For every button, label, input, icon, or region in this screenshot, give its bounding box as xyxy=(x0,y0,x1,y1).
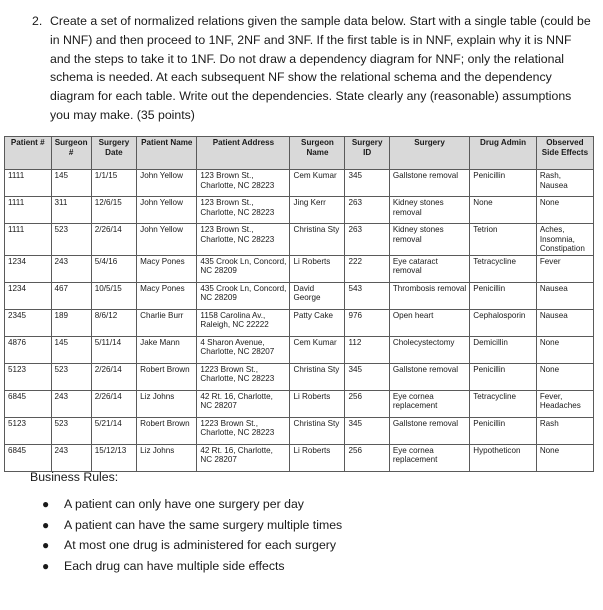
cell-drug-admin: Penicillin xyxy=(470,363,537,390)
cell-surgery-date: 2/26/14 xyxy=(91,390,136,417)
cell-patient-name: Macy Pones xyxy=(137,282,197,309)
header-surgery: Surgery xyxy=(389,137,469,170)
bullet-icon: ● xyxy=(42,497,50,511)
table-row xyxy=(5,170,594,197)
cell-surgery: Gallstone removal xyxy=(389,417,469,444)
rule-item xyxy=(42,515,343,536)
cell-surgery-date: 1/1/15 xyxy=(91,170,136,197)
cell-side-effects: Fever xyxy=(536,255,593,282)
cell-surgery-id: 345 xyxy=(345,363,389,390)
cell-patient-name: Macy Pones xyxy=(137,255,197,282)
table-row xyxy=(5,390,594,417)
table-row xyxy=(5,309,594,336)
cell-surgery-id: 263 xyxy=(345,224,389,256)
table-row xyxy=(5,336,594,363)
cell-surgery-id: 263 xyxy=(345,197,389,224)
cell-side-effects: Rash, Nausea xyxy=(536,170,593,197)
cell-drug-admin: Tetrion xyxy=(470,224,537,256)
cell-surgery-id: 543 xyxy=(345,282,389,309)
cell-drug-admin: Penicillin xyxy=(470,417,537,444)
cell-patient-address: 1223 Brown St., Charlotte, NC 28223 xyxy=(197,417,290,444)
cell-patient-num: 1234 xyxy=(5,255,52,282)
cell-surgeon-name: Jing Kerr xyxy=(290,197,345,224)
cell-patient-name: John Yellow xyxy=(137,224,197,256)
cell-surgery-id: 222 xyxy=(345,255,389,282)
cell-patient-address: 123 Brown St., Charlotte, NC 28223 xyxy=(197,197,290,224)
cell-patient-num: 5123 xyxy=(5,363,52,390)
cell-patient-address: 42 Rt. 16, Charlotte, NC 28207 xyxy=(197,390,290,417)
cell-surgeon-name: Christina Sty xyxy=(290,224,345,256)
cell-surgeon-name: Li Roberts xyxy=(290,255,345,282)
cell-side-effects: Nausea xyxy=(536,282,593,309)
bullet-icon: ● xyxy=(42,538,50,552)
header-surgeon-num: Surgeon # xyxy=(51,137,91,170)
cell-side-effects: None xyxy=(536,444,593,471)
cell-surgery-date: 5/21/14 xyxy=(91,417,136,444)
cell-side-effects: None xyxy=(536,363,593,390)
cell-surgery-id: 256 xyxy=(345,444,389,471)
cell-drug-admin: Tetracycline xyxy=(470,390,537,417)
table-header-row xyxy=(5,137,594,170)
cell-patient-name: Jake Mann xyxy=(137,336,197,363)
header-surgery-id: Surgery ID xyxy=(345,137,389,170)
table-row xyxy=(5,363,594,390)
cell-drug-admin: Hypotheticon xyxy=(470,444,537,471)
cell-patient-address: 1223 Brown St., Charlotte, NC 28223 xyxy=(197,363,290,390)
cell-surgeon-name: Li Roberts xyxy=(290,444,345,471)
cell-side-effects: Nausea xyxy=(536,309,593,336)
cell-surgeon-num: 189 xyxy=(51,309,91,336)
cell-surgeon-num: 467 xyxy=(51,282,91,309)
cell-patient-num: 5123 xyxy=(5,417,52,444)
cell-patient-name: Robert Brown xyxy=(137,417,197,444)
cell-patient-num: 4876 xyxy=(5,336,52,363)
table-row xyxy=(5,255,594,282)
cell-surgeon-num: 243 xyxy=(51,444,91,471)
cell-surgery: Eye cornea replacement xyxy=(389,390,469,417)
rule-text: At most one drug is administered for each surgery xyxy=(64,538,337,552)
rule-item xyxy=(42,556,342,577)
cell-surgeon-num: 523 xyxy=(51,224,91,256)
table-row xyxy=(5,197,594,224)
header-side-effects: Observed Side Effects xyxy=(536,137,593,170)
cell-surgery-id: 256 xyxy=(345,390,389,417)
cell-patient-name: Liz Johns xyxy=(137,390,197,417)
cell-surgery: Eye cornea replacement xyxy=(389,444,469,471)
table-row xyxy=(5,224,594,256)
cell-surgeon-num: 523 xyxy=(51,417,91,444)
cell-surgery: Thrombosis removal xyxy=(389,282,469,309)
cell-side-effects: Fever, Headaches xyxy=(536,390,593,417)
cell-side-effects: Aches, Insomnia, Constipation xyxy=(536,224,593,256)
cell-patient-address: 1158 Carolina Av., Raleigh, NC 22222 xyxy=(197,309,290,336)
cell-surgery: Open heart xyxy=(389,309,469,336)
cell-side-effects: None xyxy=(536,336,593,363)
cell-surgeon-name: Patty Cake xyxy=(290,309,345,336)
rule-text: A patient can only have one surgery per day xyxy=(64,497,304,511)
cell-surgery: Eye cataract removal xyxy=(389,255,469,282)
cell-surgeon-num: 243 xyxy=(51,390,91,417)
cell-surgeon-num: 145 xyxy=(51,336,91,363)
cell-surgeon-name: Cem Kumar xyxy=(290,170,345,197)
cell-patient-address: 4 Sharon Avenue, Charlotte, NC 28207 xyxy=(197,336,290,363)
table-row xyxy=(5,417,594,444)
cell-surgery-id: 112 xyxy=(345,336,389,363)
question-number: 2. xyxy=(32,14,43,28)
cell-surgery-date: 5/11/14 xyxy=(91,336,136,363)
header-patient-address: Patient Address xyxy=(197,137,290,170)
header-surgery-date: Surgery Date xyxy=(91,137,136,170)
cell-surgeon-name: Li Roberts xyxy=(290,390,345,417)
cell-surgery-id: 976 xyxy=(345,309,389,336)
cell-surgery: Gallstone removal xyxy=(389,363,469,390)
cell-surgeon-name: Christina Sty xyxy=(290,417,345,444)
cell-surgery-date: 10/5/15 xyxy=(91,282,136,309)
cell-surgery: Cholecystectomy xyxy=(389,336,469,363)
bullet-icon: ● xyxy=(42,558,50,573)
header-patient-num: Patient # xyxy=(5,137,52,170)
business-rules xyxy=(30,470,342,576)
cell-patient-num: 6845 xyxy=(5,444,52,471)
cell-drug-admin: Penicillin xyxy=(470,282,537,309)
header-surgeon-name: Surgeon Name xyxy=(290,137,345,170)
bullet-icon: ● xyxy=(42,517,50,532)
cell-surgery: Gallstone removal xyxy=(389,170,469,197)
cell-side-effects: None xyxy=(536,197,593,224)
cell-surgery-date: 12/6/15 xyxy=(91,197,136,224)
cell-drug-admin: None xyxy=(470,197,537,224)
header-patient-name: Patient Name xyxy=(137,137,197,170)
business-rules-list xyxy=(30,494,342,576)
cell-drug-admin: Tetracycline xyxy=(470,255,537,282)
cell-patient-name: John Yellow xyxy=(137,170,197,197)
cell-patient-num: 1111 xyxy=(5,224,52,256)
cell-patient-name: John Yellow xyxy=(137,197,197,224)
cell-surgeon-name: David George xyxy=(290,282,345,309)
cell-surgery-date: 5/4/16 xyxy=(91,255,136,282)
cell-surgery-date: 2/26/14 xyxy=(91,224,136,256)
cell-surgery: Kidney stones removal xyxy=(389,224,469,256)
header-drug-admin: Drug Admin xyxy=(470,137,537,170)
cell-surgery-id: 345 xyxy=(345,417,389,444)
table-row xyxy=(5,282,594,309)
cell-patient-num: 1111 xyxy=(5,197,52,224)
cell-patient-address: 42 Rt. 16, Charlotte, NC 28207 xyxy=(197,444,290,471)
cell-surgery-date: 2/26/14 xyxy=(91,363,136,390)
cell-patient-name: Robert Brown xyxy=(137,363,197,390)
cell-drug-admin: Cephalosporin xyxy=(470,309,537,336)
cell-surgeon-name: Cem Kumar xyxy=(290,336,345,363)
cell-patient-num: 1234 xyxy=(5,282,52,309)
question xyxy=(26,12,592,125)
rule-text: Each drug can have multiple side effects xyxy=(64,558,285,573)
cell-patient-address: 435 Crook Ln, Concord, NC 28209 xyxy=(197,282,290,309)
cell-surgeon-num: 145 xyxy=(51,170,91,197)
cell-surgery-id: 345 xyxy=(345,170,389,197)
cell-patient-num: 2345 xyxy=(5,309,52,336)
cell-side-effects: Rash xyxy=(536,417,593,444)
business-rules-title: Business Rules: xyxy=(30,470,119,484)
sample-data-table xyxy=(4,136,594,472)
cell-surgeon-num: 311 xyxy=(51,197,91,224)
cell-surgery: Kidney stones removal xyxy=(389,197,469,224)
cell-patient-address: 435 Crook Ln, Concord, NC 28209 xyxy=(197,255,290,282)
table-row xyxy=(5,444,594,471)
cell-surgeon-num: 523 xyxy=(51,363,91,390)
cell-patient-name: Liz Johns xyxy=(137,444,197,471)
cell-surgery-date: 15/12/13 xyxy=(91,444,136,471)
rule-item xyxy=(42,494,342,515)
cell-drug-admin: Demicillin xyxy=(470,336,537,363)
question-text: Create a set of normalized relations given the sample data below. Start with a single table (could be in NNF) and then proceed to 1NF, 2NF and 3NF. If the first table is in NNF, explain why it is NNF and the steps to take it to 1NF. Do not draw a dependency diagram for NNF; only the relational schema is needed. At each subsequent NF show the relational schema and the dependency diagram for each table. Write out the dependencies. State clearly any (reasonable) assumptions you may make. (35 points) xyxy=(50,14,591,122)
rule-text: A patient can have the same surgery multiple times xyxy=(64,517,343,532)
cell-patient-num: 6845 xyxy=(5,390,52,417)
cell-patient-address: 123 Brown St., Charlotte, NC 28223 xyxy=(197,170,290,197)
cell-patient-name: Charlie Burr xyxy=(137,309,197,336)
cell-surgeon-name: Christina Sty xyxy=(290,363,345,390)
cell-patient-address: 123 Brown St., Charlotte, NC 28223 xyxy=(197,224,290,256)
cell-patient-num: 1111 xyxy=(5,170,52,197)
cell-surgeon-num: 243 xyxy=(51,255,91,282)
rule-item xyxy=(42,535,342,556)
table-body xyxy=(5,170,594,472)
cell-surgery-date: 8/6/12 xyxy=(91,309,136,336)
cell-drug-admin: Penicillin xyxy=(470,170,537,197)
